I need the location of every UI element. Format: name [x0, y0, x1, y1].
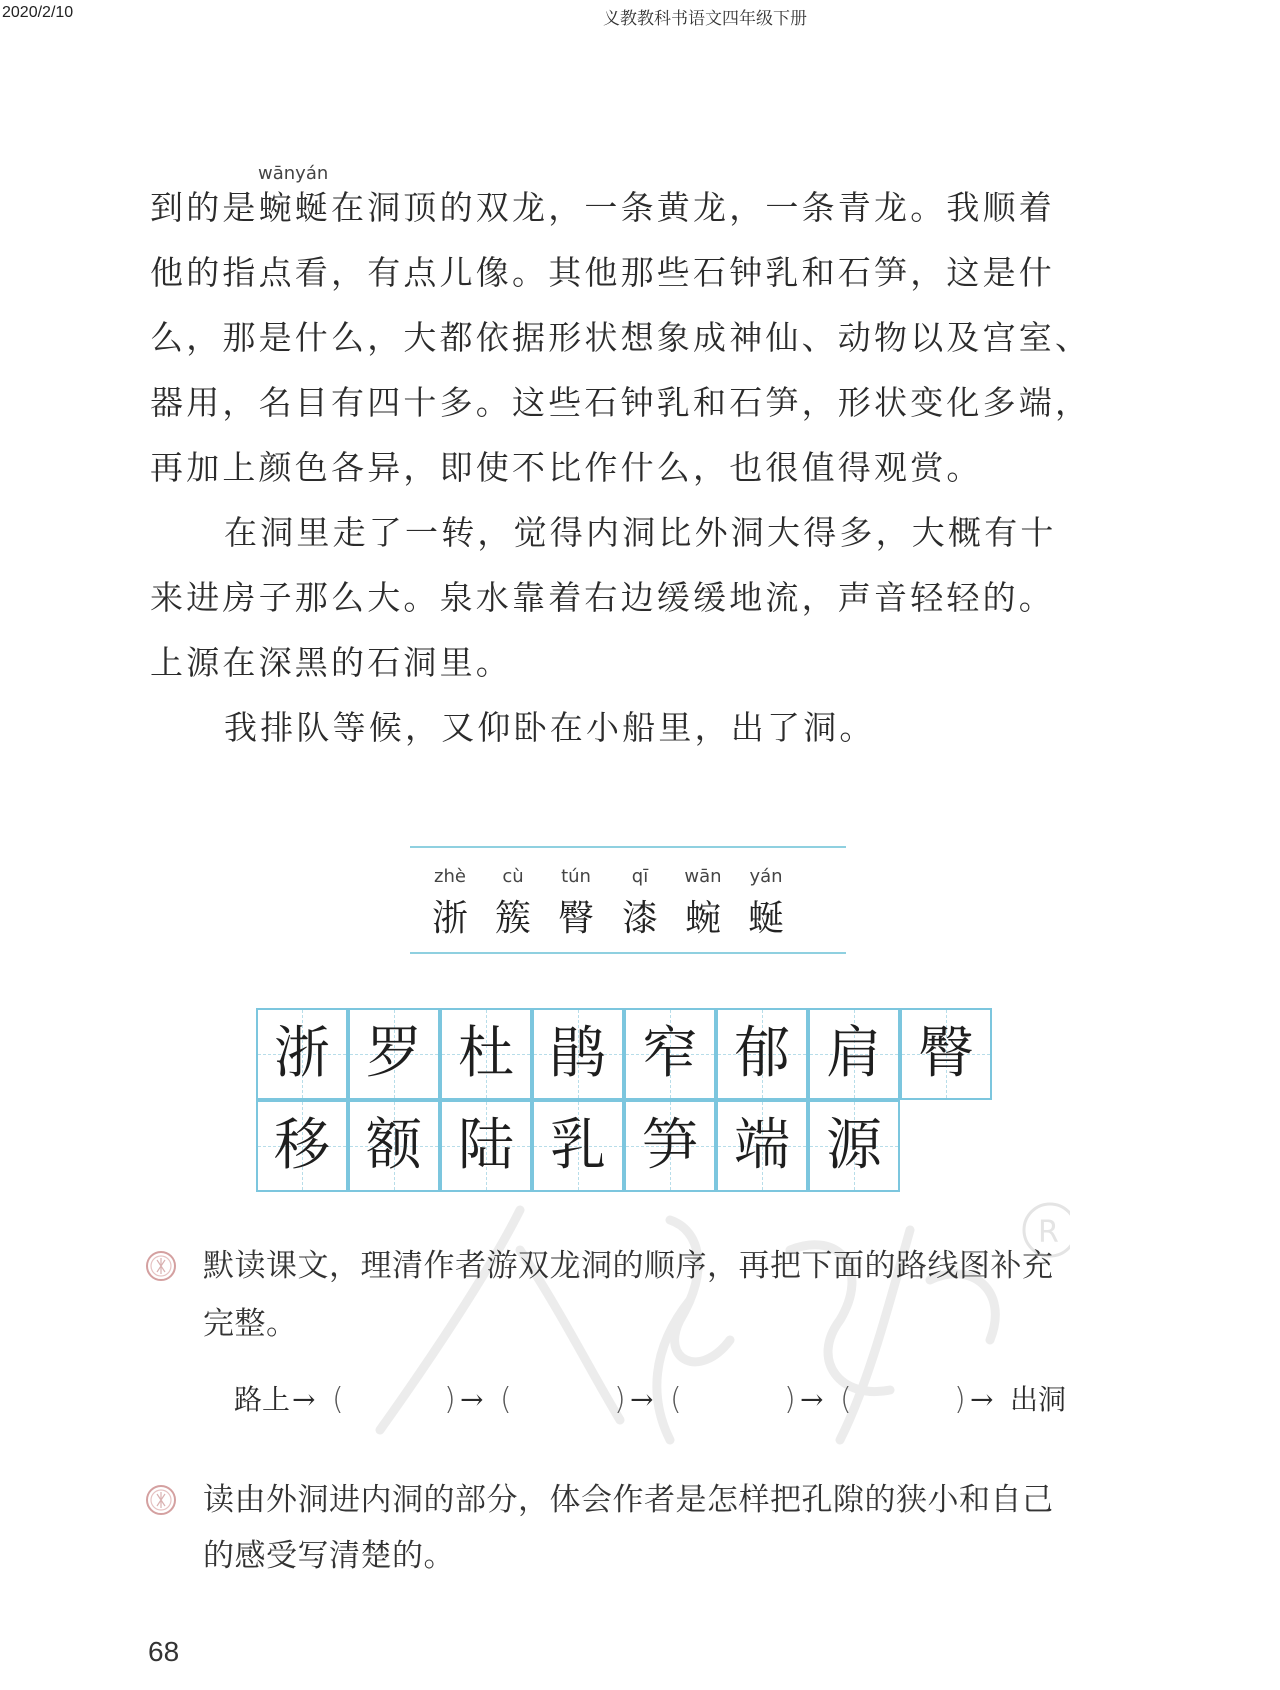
blank-open: (: [840, 1382, 852, 1417]
grid-cell: [440, 1100, 532, 1192]
body-line: 来进房子那么大。泉水靠着右边缓缓地流，声音轻轻的。: [150, 578, 1055, 617]
blank-close: ): [444, 1382, 456, 1417]
body-line: 在洞里走了一转，觉得内洞比外洞大得多，大概有十: [224, 513, 1057, 552]
body-line: 再加上颜色各异，即使不比作什么，也很值得观赏。: [150, 448, 983, 487]
grid-cell: [532, 1008, 624, 1100]
grid-char: 鹃: [550, 1021, 606, 1086]
blank-open: (: [332, 1382, 344, 1417]
arrow-icon: →: [970, 1383, 994, 1416]
body-line: 器用，名目有四十多。这些石钟乳和石笋，形状变化多端，: [150, 383, 1092, 422]
exercise-text: 的感受写清楚的。: [203, 1538, 455, 1574]
grid-cell: [440, 1008, 532, 1100]
vocab-char: 漆: [621, 898, 658, 939]
grid-cell: [256, 1008, 348, 1100]
grid-cell: [808, 1100, 900, 1192]
exercise-text: 默读课文，理清作者游双龙洞的顺序，再把下面的路线图补充: [203, 1248, 1054, 1284]
vocab-char: 浙: [431, 898, 468, 939]
grid-cell: [256, 1100, 348, 1192]
route-end: 出洞: [1010, 1383, 1067, 1416]
grid-char: 杜: [458, 1021, 514, 1086]
arrow-icon: →: [292, 1383, 316, 1416]
grid-cell: [624, 1100, 716, 1192]
route-start: 路上: [234, 1383, 291, 1416]
grid-cell: [716, 1008, 808, 1100]
grid-cell: [348, 1008, 440, 1100]
blank-close: ): [954, 1382, 966, 1417]
grid-cell: [624, 1008, 716, 1100]
blank-close: ): [784, 1382, 796, 1417]
arrow-icon: →: [460, 1383, 484, 1416]
print-header: [0, 0, 1280, 30]
grid-cell: [532, 1100, 624, 1192]
body-line: 么，那是什么，大都依据形状想象成神仙、动物以及宫室、: [150, 318, 1092, 357]
vocab-pinyin: qī: [631, 866, 649, 887]
exercise-text: 完整。: [203, 1306, 298, 1342]
grid-char: 郁: [734, 1021, 790, 1086]
recognize-characters-box: [410, 846, 846, 954]
vocab-char: 簇: [494, 898, 531, 939]
grid-char: 陆: [458, 1113, 514, 1178]
blank-open: (: [670, 1382, 682, 1417]
blank-open: (: [500, 1382, 512, 1417]
print-date: 2020/2/10: [2, 4, 74, 21]
vocab-pinyin: tún: [561, 866, 591, 887]
vocab-pinyin: zhè: [434, 866, 466, 887]
body-line: 到的是蜿蜒在洞顶的双龙，一条黄龙，一条青龙。我顺着: [150, 188, 1055, 227]
grid-cell: [716, 1100, 808, 1192]
body-line: 我排队等候，又仰卧在小船里，出了洞。: [224, 708, 876, 747]
exercise-seal-icon: [145, 1484, 177, 1516]
svg-text:R: R: [1038, 1215, 1059, 1250]
blank-close: ): [614, 1382, 626, 1417]
grid-cell: [808, 1008, 900, 1100]
grid-char: 源: [826, 1113, 882, 1178]
vocab-char: 臀: [557, 898, 594, 939]
pinyin-annotation: wānyán: [258, 163, 329, 184]
vocab-pinyin: cù: [502, 866, 524, 887]
page-number: 68: [148, 1636, 180, 1667]
grid-char: 罗: [366, 1021, 422, 1086]
print-title: 义教教科书语文四年级下册: [603, 9, 807, 28]
arrow-icon: →: [800, 1383, 824, 1416]
grid-char: 窄: [642, 1021, 698, 1086]
body-line: 他的指点看，有点儿像。其他那些石钟乳和石笋，这是什: [150, 253, 1055, 292]
exercise-seal-icon: [145, 1250, 177, 1282]
vocab-pinyin: yán: [749, 866, 783, 887]
grid-char: 肩: [826, 1021, 882, 1086]
body-line: 上源在深黑的石洞里。: [150, 643, 512, 682]
vocab-pinyin: wān: [684, 866, 722, 887]
grid-char: 乳: [550, 1113, 606, 1178]
grid-char: 端: [734, 1113, 790, 1178]
exercise-text: 读由外洞进内洞的部分，体会作者是怎样把孔隙的狭小和自己: [203, 1482, 1054, 1518]
grid-char: 浙: [274, 1021, 330, 1086]
grid-char: 笋: [642, 1113, 698, 1178]
grid-cell: [900, 1008, 992, 1100]
vocab-char: 蜒: [747, 898, 784, 939]
arrow-icon: →: [630, 1383, 654, 1416]
grid-char: 臀: [918, 1021, 974, 1086]
grid-cell: [348, 1100, 440, 1192]
grid-char: 额: [366, 1113, 422, 1178]
grid-char: 移: [274, 1113, 330, 1178]
vocab-char: 蜿: [684, 898, 721, 939]
